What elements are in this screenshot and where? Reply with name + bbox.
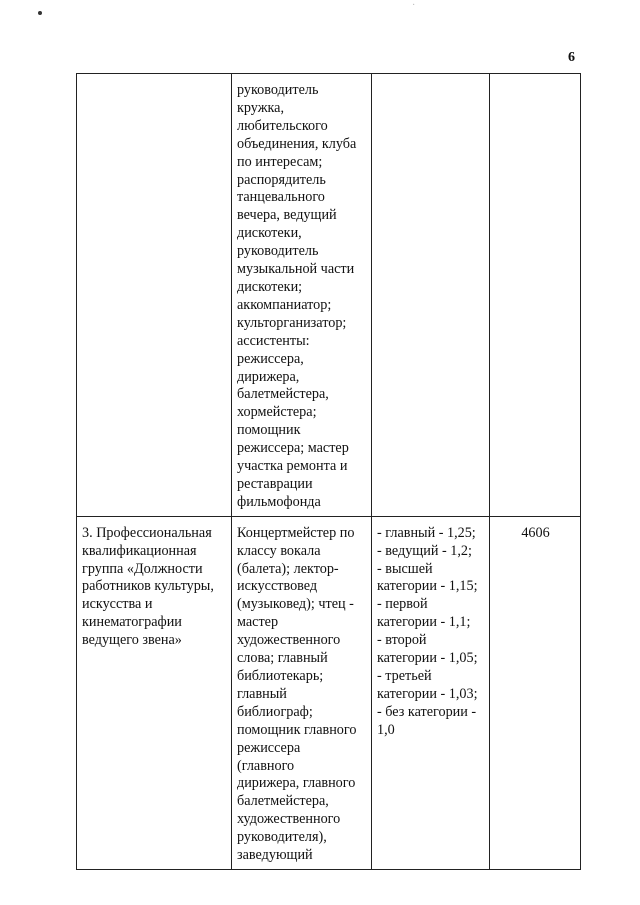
text-line: работников культуры, <box>82 578 214 595</box>
text-line: категории - 1,05; <box>377 650 478 667</box>
text-line: квалификационная <box>82 542 197 559</box>
text-line: классу вокала <box>237 542 321 559</box>
text-line: - второй <box>377 632 427 649</box>
text-line: объединения, клуба <box>237 135 357 152</box>
text-line: искусства и <box>82 596 153 613</box>
text-line: руководителя), <box>237 829 327 846</box>
text-line: вечера, ведущий <box>237 207 337 224</box>
text-line: (главного <box>237 757 295 774</box>
text-line: балетмейстера, <box>237 793 329 810</box>
text-line: танцевального <box>237 189 325 206</box>
text-line: главный <box>237 685 287 702</box>
positions-text <box>237 525 367 865</box>
text-line: дискотеки; <box>237 278 303 295</box>
salary-cell <box>490 516 581 869</box>
text-line: дирижера, главного <box>237 775 356 792</box>
text-line: кружка, <box>237 99 285 116</box>
text-line: руководитель <box>237 82 319 98</box>
text-line: слова; главный <box>237 650 328 667</box>
text-line: художественного <box>237 632 341 649</box>
text-line: Концертмейстер по <box>237 524 355 541</box>
salary-value: 4606 <box>521 524 550 541</box>
text-line: (музыковед); чтец - <box>237 596 354 613</box>
salary-cell <box>490 74 581 517</box>
text-line: режиссера; мастер <box>237 440 349 457</box>
positions-cell <box>232 516 372 869</box>
text-line: художественного <box>237 811 341 828</box>
text-line: любительского <box>237 117 328 134</box>
text-line: хормейстера; <box>237 404 317 421</box>
text-line: режиссера, <box>237 350 304 367</box>
text-line: искусствовед <box>237 578 318 595</box>
text-line: аккомпаниатор; <box>237 296 332 313</box>
text-line: помощник главного <box>237 721 357 738</box>
coefficients-cell <box>372 516 490 869</box>
coefficients-text <box>377 525 485 740</box>
text-line: (балета); лектор- <box>237 560 339 577</box>
text-line: фильмофонда <box>237 493 321 510</box>
text-line: дирижера, <box>237 368 300 385</box>
text-line: ведущего звена» <box>82 632 182 649</box>
text-line: группа «Должности <box>82 560 203 577</box>
text-line: - третьей <box>377 668 432 684</box>
text-line: 3. Профессиональная <box>82 524 212 541</box>
text-line: - ведущий - 1,2; <box>377 542 472 559</box>
text-line: режиссера <box>237 739 301 756</box>
positions-text <box>237 82 367 512</box>
text-line: категории - 1,15; <box>377 578 478 595</box>
scan-artifact-dot <box>38 11 42 15</box>
table-row <box>77 74 581 517</box>
text-line: - первой <box>377 596 428 613</box>
text-line: категории - 1,1; <box>377 614 471 631</box>
text-line: по интересам; <box>237 153 323 170</box>
page-number: 6 <box>568 50 575 65</box>
text-line: кинематографии <box>82 614 182 631</box>
text-line: категории - 1,03; <box>377 685 478 702</box>
text-line: культорганизатор; <box>237 314 347 331</box>
text-line: заведующий <box>237 847 313 864</box>
group-cell <box>77 74 232 517</box>
text-line: участка ремонта и <box>237 458 348 475</box>
salary-table <box>76 73 581 870</box>
group-cell <box>77 516 232 869</box>
text-line: библиотекарь; <box>237 668 324 684</box>
table-row <box>77 516 581 869</box>
group-text <box>82 525 227 650</box>
text-line: распорядитель <box>237 171 326 188</box>
text-line: балетмейстера, <box>237 386 329 403</box>
text-line: помощник <box>237 422 301 439</box>
text-line: мастер <box>237 614 279 631</box>
positions-cell <box>232 74 372 517</box>
text-line: реставрации <box>237 475 313 492</box>
text-line: дискотеки, <box>237 225 302 242</box>
scan-artifact-mark: · <box>412 0 416 11</box>
text-line: музыкальной части <box>237 261 355 278</box>
text-line: - главный - 1,25; <box>377 524 476 541</box>
text-line: библиограф; <box>237 703 313 720</box>
text-line: руководитель <box>237 243 319 260</box>
text-line: ассистенты: <box>237 332 310 349</box>
text-line: - высшей <box>377 560 433 577</box>
text-line: 1,0 <box>377 721 395 738</box>
text-line: - без категории - <box>377 703 477 720</box>
coefficients-cell <box>372 74 490 517</box>
